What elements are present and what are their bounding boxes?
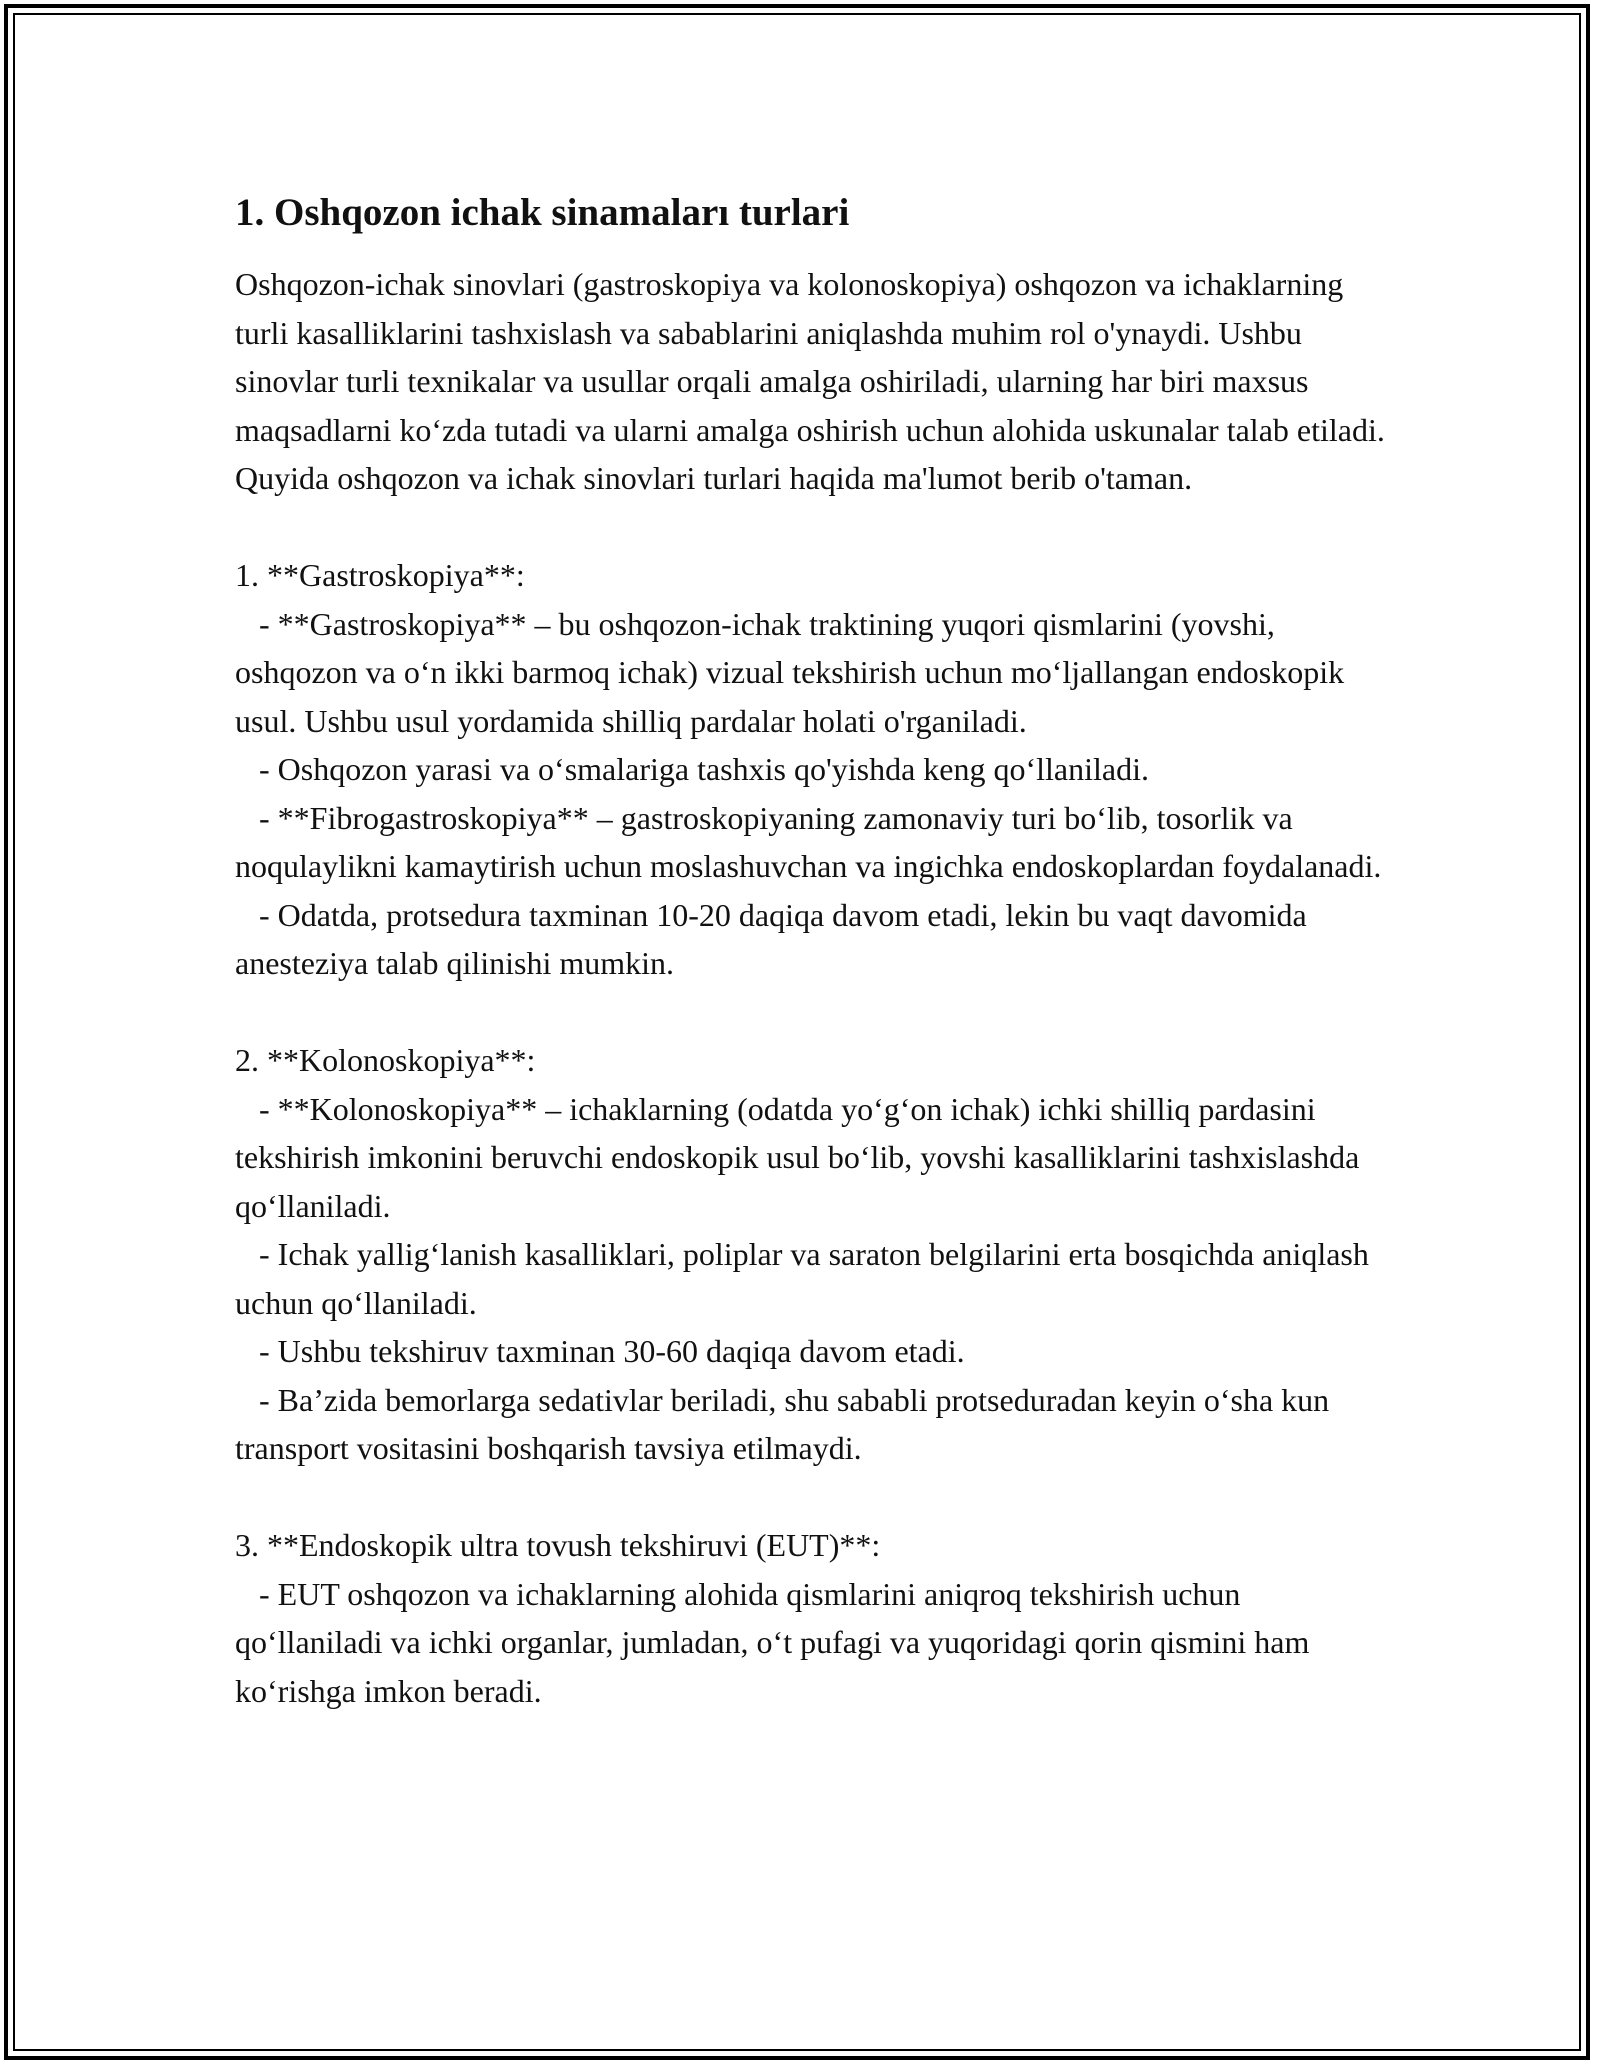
paragraph-spacer xyxy=(235,503,1385,552)
list-item: - **Kolonoskopiya** – ichaklarning (odatda yoʻgʻon ichak) ichki shilliq pardasini tekshirish imkonini beruvchi endoskopik usul boʻlib, yovshi kasalliklarini tashxislashda qoʻllaniladi. xyxy=(235,1090,1368,1224)
list-item: - **Gastroskopiya** – bu oshqozon-ichak traktining yuqori qismlarini (yovshi, oshqozon va oʻn ikki barmoq ichak) vizual tekshirish uchun moʻljallangan endoskopik usul. Ushbu usul yordamida shilliq pardalar holati o'rganiladi. xyxy=(235,605,1353,739)
document-title: 1. Oshqozon ichak sinamaları turlari xyxy=(235,191,850,234)
intro-paragraph: Oshqozon-ichak sinovlari (gastroskopiya va kolonoskopiya) oshqozon va ichaklarning turli kasalliklarini tashxislash va sabablarini aniqlashda muhim rol o'ynaydi. Ushbu sinovlar turli texnikalar va usullar orqali amalga oshiriladi, ularning har biri maxsus maqsadlarni koʻzda tutadi va ularni amalga oshirish uchun alohida uskunalar talab etiladi. Quyida oshqozon va ichak sinovlari turlari haqida ma'lumot berib o'taman. xyxy=(235,266,1393,496)
list-item: - EUT oshqozon va ichaklarning alohida qismlarini aniqroq tekshirish uchun qoʻllaniladi va ichki organlar, jumladan, oʻt pufagi va yuqoridagi qorin qismini ham koʻrishga imkon beradi. xyxy=(235,1575,1318,1709)
list-item: - Ichak yalligʻlanish kasalliklari, poliplar va saraton belgilarini erta bosqichda aniqlash uchun qoʻllaniladi. xyxy=(235,1236,1377,1321)
section-heading-eut: 3. **Endoskopik ultra tovush tekshiruvi (EUT)**: xyxy=(235,1527,881,1563)
paragraph-spacer xyxy=(235,1473,1385,1522)
paragraph-spacer xyxy=(235,988,1385,1037)
list-item: - Odatda, protsedura taxminan 10-20 daqiqa davom etadi, lekin bu vaqt davomida anesteziya talab qilinishi mumkin. xyxy=(235,896,1315,981)
list-item: - Ushbu tekshiruv taxminan 30-60 daqiqa davom etadi. xyxy=(235,1333,965,1369)
list-item: - Oshqozon yarasi va oʻsmalariga tashxis qo'yishda keng qoʻllaniladi. xyxy=(235,751,1149,787)
section-heading-gastroskopiya: 1. **Gastroskopiya**: xyxy=(235,557,525,593)
list-item: - **Fibrogastroskopiya** – gastroskopiyaning zamonaviy turi boʻlib, tosorlik va noqulaylikni kamaytirish uchun moslashuvchan va ingichka endoskoplardan foydalanadi. xyxy=(235,799,1382,884)
list-item: - Baʼzida bemorlarga sedativlar beriladi, shu sababli protseduradan keyin oʻsha kun transport vositasini boshqarish tavsiya etilmaydi. xyxy=(235,1381,1338,1466)
section-heading-kolonoskopiya: 2. **Kolonoskopiya**: xyxy=(235,1042,536,1078)
document-body xyxy=(235,188,1393,1715)
